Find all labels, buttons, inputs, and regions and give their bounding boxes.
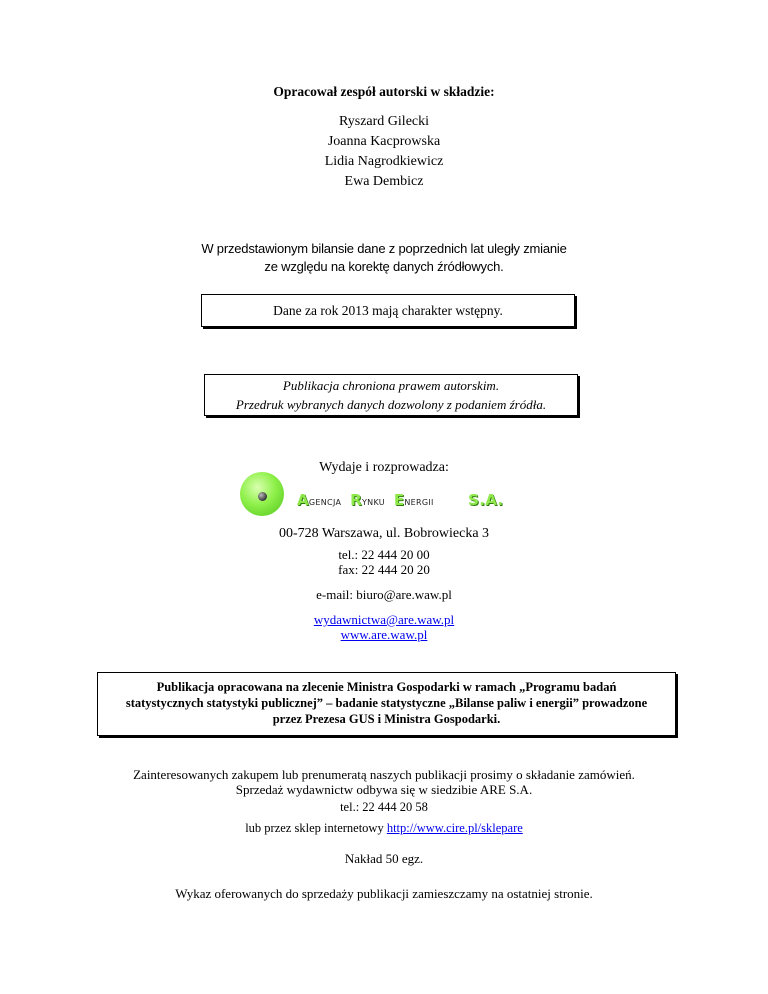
publisher-links (0, 612, 768, 642)
author-name: Lidia Nagrodkiewicz (324, 154, 444, 169)
revision-note-line: W przedstawionym bilansie dane z poprzednich lat uległy zmianie (201, 241, 567, 256)
logo-word: gencja (308, 494, 342, 508)
publisher-label: Wydaje i rozprowadza: (319, 460, 449, 475)
commission-line: statystycznych statystyki publicznej” – badanie statystyczne „Bilanse paliw i energii” prowadzone (125, 696, 648, 710)
website-link[interactable]: www.are.waw.pl (340, 627, 428, 642)
commission-line: Publikacja opracowana na zlecenie Ministra Gospodarki w ramach „Programu badań (156, 680, 617, 694)
publisher-address: 00-728 Warszawa, ul. Bobrowiecka 3 (278, 526, 490, 541)
shop-prefix: lub przez sklep internetowy (245, 821, 384, 835)
author-name: Ryszard Gilecki (338, 114, 430, 129)
logo-suffix: S.A. (468, 491, 504, 509)
order-tel: tel.: 22 444 20 58 (340, 800, 428, 814)
logo-text (297, 491, 503, 509)
circulation: Nakład 50 egz. (344, 851, 424, 866)
logo-letter: R (350, 491, 362, 509)
order-shop (0, 821, 768, 836)
publications-email-link[interactable]: wydawnictwa@are.waw.pl (313, 612, 455, 627)
order-line: Zainteresowanych zakupem lub prenumeratą naszych publikacji prosimy o składanie zamówień. (133, 767, 635, 782)
publisher-tel: tel.: 22 444 20 00 (338, 547, 430, 562)
order-info (0, 767, 768, 797)
logo-word: nergii (404, 494, 434, 508)
authors-list (0, 112, 768, 192)
publisher-fax: fax: 22 444 20 20 (338, 562, 430, 577)
revision-note-line: ze względu na korektę danych źródłowych. (264, 259, 504, 274)
copyright-line: Publikacja chroniona prawem autorskim. (282, 378, 500, 393)
are-logo (240, 470, 540, 514)
authors-heading: Opracował zespół autorski w składzie: (273, 84, 495, 99)
logo-ball-icon (240, 472, 284, 516)
logo-letter: A (297, 491, 309, 509)
publisher-email: e-mail: biuro@are.waw.pl (316, 587, 452, 602)
author-name: Ewa Dembicz (344, 174, 424, 189)
copyright-box (204, 374, 578, 416)
listing-note: Wykaz oferowanych do sprzedaży publikacji zamieszczamy na ostatniej stronie. (175, 886, 593, 901)
publisher-phones (0, 547, 768, 577)
logo-letter: E (393, 491, 405, 509)
author-name: Joanna Kacprowska (327, 134, 441, 149)
revision-note (0, 240, 768, 276)
logo-dot-icon (258, 492, 267, 501)
commission-line: przez Prezesa GUS i Ministra Gospodarki. (272, 712, 501, 726)
logo-word: ynku (361, 494, 385, 508)
shop-link[interactable]: http://www.cire.pl/sklepare (386, 821, 523, 835)
commission-box (97, 672, 676, 736)
order-line: Sprzedaż wydawnictw odbywa się w siedzibie ARE S.A. (235, 782, 533, 797)
preliminary-data-box: Dane za rok 2013 mają charakter wstępny. (201, 294, 575, 327)
copyright-line: Przedruk wybranych danych dozwolony z podaniem źródła. (235, 397, 547, 412)
